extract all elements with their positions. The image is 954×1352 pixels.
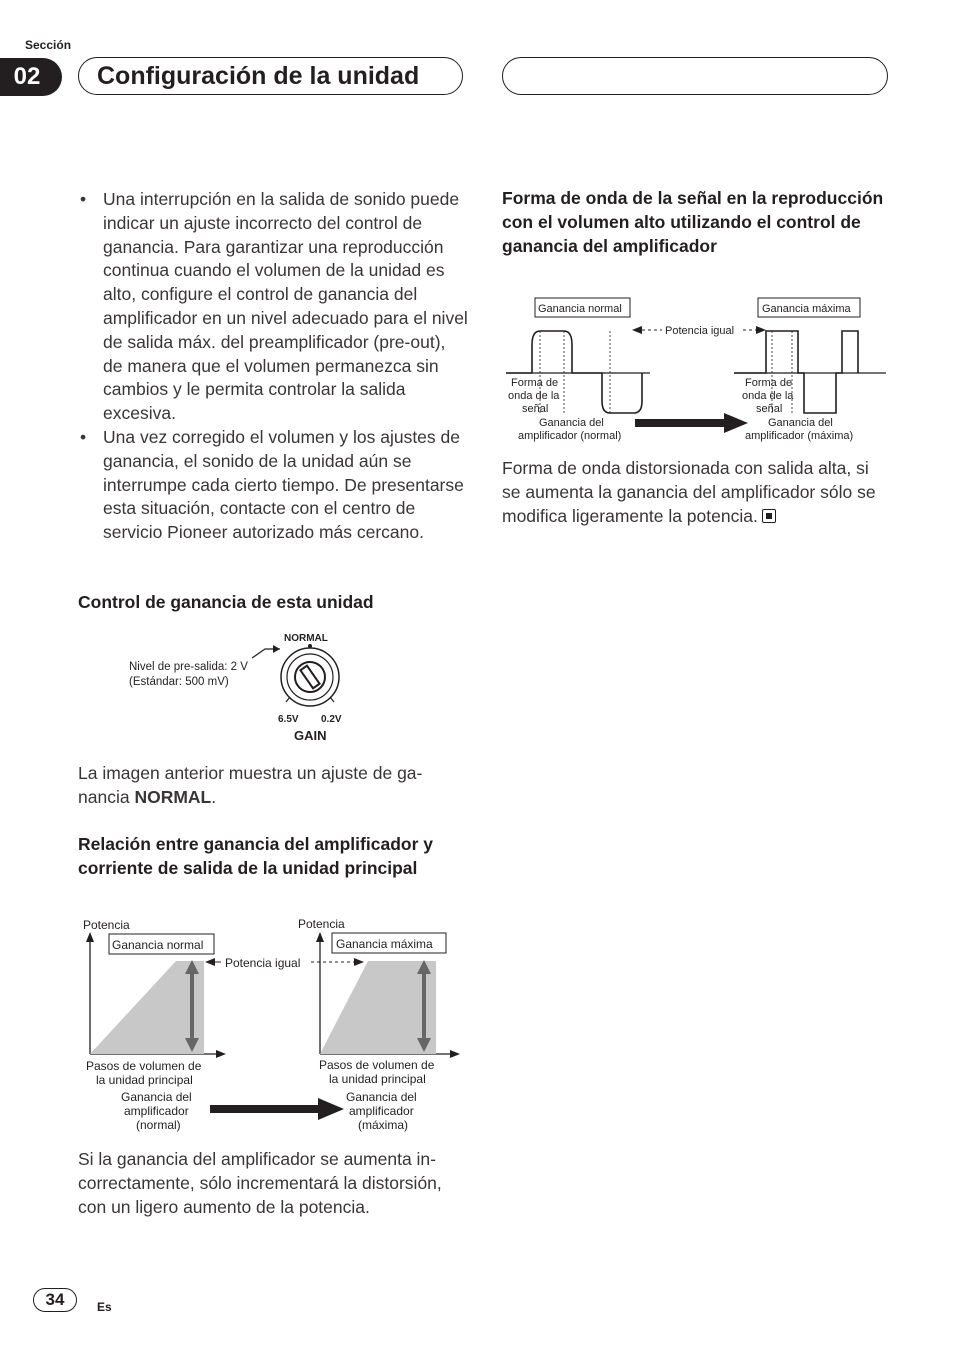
left-amp-gain-label-2: amplificador [124, 1104, 189, 1118]
section-number-badge: 02 [0, 58, 62, 96]
gain-max-label: 0.2V [321, 714, 342, 725]
left-x-arrowhead [216, 1050, 226, 1058]
left-amp-gain-label-1: Ganancia del [121, 1090, 192, 1104]
knob-normal-dot [308, 644, 312, 648]
gain-min-label: 6.5V [278, 714, 299, 725]
gain-caption [78, 762, 458, 810]
bullet-item: • Una interrupción en la salida de sonido puede indicar un ajuste incorrecto del control de ganancia. Para garantizar una reproducción continua cuando el volumen de la unidad es alto, configure el control de ganancia del amplificador en un nivel adecuado para el nivel de salida máx. del preamplificador (pre-out), de manera que el volumen permanezca sin cambios y le permita controlar la salida excesiva. [78, 188, 468, 426]
preout-level-label: Nivel de pre-salida: 2 V [129, 661, 248, 673]
relation-heading: Relación entre ganancia del amplificador y corriente de salida de la unidad principal [78, 834, 433, 878]
waveform-heading: Forma de onda de la señal en la reproducción con el volumen alto utilizando el control de ganancia del amplificador [502, 188, 884, 256]
right-amp-gain-label-1: Ganancia del [346, 1090, 417, 1104]
left-steps-label-1: Pasos de volumen de [86, 1059, 202, 1073]
gain-control-figure [120, 625, 360, 750]
bullet-list [78, 188, 468, 545]
wave-equal-power-label: Potencia igual [665, 325, 735, 337]
left-normal-paren: (normal) [136, 1118, 181, 1132]
wave-left-gain-label-1: Ganancia del [539, 417, 604, 429]
right-steps-label-2: la unidad principal [329, 1072, 426, 1086]
wave-left-form-label-3: señal [522, 403, 549, 415]
wave-left-form-label-2: onda de la [508, 390, 560, 402]
left-steps-label-2: la unidad principal [96, 1073, 193, 1087]
language-code: Es [97, 1300, 112, 1314]
gain-relation-figure [78, 912, 468, 1142]
transition-arrow-shaft [210, 1105, 320, 1113]
left-power-axis-label: Potencia [83, 918, 130, 932]
knob-tick-right [330, 697, 334, 702]
left-y-arrowhead [86, 932, 94, 942]
wave-equal-arrow-right [756, 326, 766, 334]
page-title-text: Configuración de la unidad [97, 61, 420, 90]
normal-pointer-arrowhead [273, 645, 280, 653]
wave-right-form-label-1: Forma de [745, 377, 793, 389]
relation-caption: Si la ganancia del amplificador se aumenta incorrectamente, sólo incrementará la distorsión, con un ligero aumento de la potencia. [78, 1149, 442, 1217]
end-of-section-icon [762, 509, 776, 523]
header-empty-tab [502, 57, 888, 95]
wave-max-gain-label: Ganancia máxima [762, 303, 851, 315]
wave-left-gain-label-2: amplificador (normal) [518, 430, 622, 442]
bullet-item: • Una vez corregido el volumen y los ajustes de ganancia, el sonido de la unidad aún se interrumpe cada cierto tiempo. De presentarse esta situación, contacte con el centro de servicio Pioneer autorizado más cercano. [78, 426, 468, 545]
gain-caption-bold: NORMAL [134, 786, 212, 807]
right-max-paren: (máxima) [358, 1118, 408, 1132]
right-power-axis-label: Potencia [298, 917, 345, 931]
gain-caption-end: . [211, 786, 217, 807]
wave-right-form-label-3: señal [756, 403, 783, 415]
equal-power-arrow-right [354, 958, 364, 966]
waveform-caption-text: Forma de onda distorsionada con salida alta, si se aumenta la ganancia del amplificador sólo se modifica ligeramente la potencia. [502, 458, 876, 526]
wave-equal-arrow-left [632, 326, 642, 334]
right-steps-label-1: Pasos de volumen de [319, 1058, 435, 1072]
waveform-figure [502, 295, 892, 445]
wave-right-form-label-2: onda de la [742, 390, 794, 402]
page-number: 34 [33, 1288, 77, 1312]
waveform-caption [502, 457, 892, 528]
transition-arrowhead [318, 1098, 344, 1120]
wave-right-gain-label-1: Ganancia del [768, 417, 833, 429]
wave-normal-gain-label: Ganancia normal [538, 303, 622, 315]
gain-caption-text: La imagen anterior muestra un ajuste de ganancia [78, 763, 423, 807]
wave-left-form-label-1: Forma de [511, 377, 559, 389]
right-x-arrowhead [450, 1050, 460, 1058]
right-y-arrowhead [316, 932, 324, 942]
right-amp-gain-label-2: amplificador [349, 1104, 414, 1118]
equal-power-label: Potencia igual [225, 956, 301, 970]
section-label: Sección [25, 38, 72, 52]
left-normal-gain-label: Ganancia normal [112, 938, 204, 952]
normal-marker-label: NORMAL [284, 633, 328, 644]
gain-knob-label: GAIN [294, 728, 327, 743]
page-title [78, 57, 463, 95]
preout-standard-label: (Estándar: 500 mV) [129, 676, 229, 688]
wave-right-gain-label-2: amplificador (máxima) [745, 430, 854, 442]
right-max-gain-label: Ganancia máxima [336, 937, 433, 951]
wave-transition-shaft [635, 419, 727, 427]
equal-power-arrow-left [205, 958, 215, 966]
knob-dial-icon [289, 656, 331, 698]
knob-tick-left [286, 697, 290, 702]
gain-control-heading: Control de ganancia de esta unidad [78, 592, 374, 612]
